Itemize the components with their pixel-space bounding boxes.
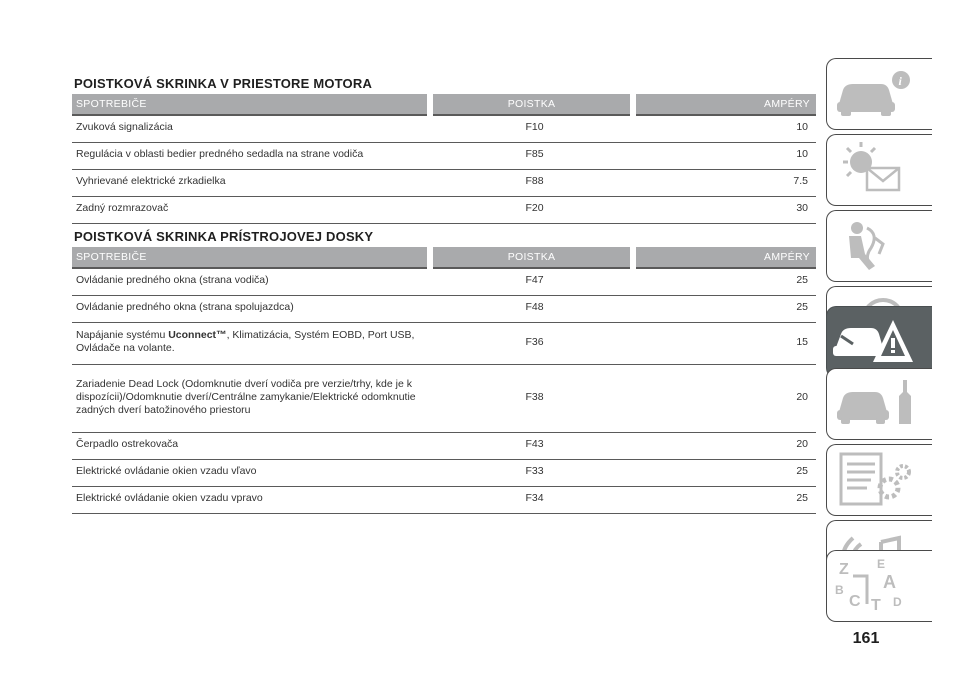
appliance-cell: [72, 322, 430, 364]
fuse-cell: F36: [430, 322, 633, 364]
tab-warning-lights[interactable]: [826, 134, 932, 206]
svg-text:A: A: [883, 572, 896, 592]
column-header-amps: AMPÉRY: [633, 94, 816, 115]
amps-cell: 7.5: [633, 169, 816, 196]
amps-cell: 25: [633, 486, 816, 513]
safety-airbag-icon: [831, 214, 927, 278]
appliance-cell: Zvuková signalizácia: [72, 115, 430, 142]
table-row: [72, 115, 816, 142]
appliance-cell: Ovládanie predného okna (strana spolujazdca): [72, 295, 430, 322]
svg-text:i: i: [898, 74, 902, 88]
fuse-table-engine-compartment: [72, 94, 816, 224]
fuse-cell: F38: [430, 364, 633, 432]
table-header-row: [72, 94, 816, 115]
table-row: [72, 322, 816, 364]
page-number: 161: [852, 630, 880, 647]
amps-cell: 30: [633, 196, 816, 223]
section-title-engine-fusebox: POISTKOVÁ SKRINKA V PRIESTORE MOTORA: [74, 76, 373, 91]
fuse-cell: F47: [430, 268, 633, 295]
appliance-text-suffix: , Klimatizácia, Systém EOBD, Port USB, Ovládače na volante.: [76, 329, 415, 354]
fuse-cell: F20: [430, 196, 633, 223]
amps-cell: 25: [633, 295, 816, 322]
svg-text:B: B: [835, 583, 844, 597]
fuse-cell: F85: [430, 142, 633, 169]
column-header-fuse: POISTKA: [430, 94, 633, 115]
svg-text:C: C: [849, 593, 861, 610]
breakdown-warning-icon: [831, 310, 927, 374]
table-row: [72, 364, 816, 432]
svg-text:Z: Z: [839, 561, 849, 578]
section-title-dashboard-fusebox: POISTKOVÁ SKRINKA PRÍSTROJOVEJ DOSKY: [74, 229, 374, 244]
table-header-row: [72, 247, 816, 268]
appliance-cell: Elektrické ovládanie okien vzadu vľavo: [72, 459, 430, 486]
appliance-cell: Zariadenie Dead Lock (Odomknutie dverí vodiča pre verzie/trhy, kde je k dispozícii)/Odomknutie dverí/Centrálne zamykanie/Elektrické odomknutie zadných dverí batožinového priestoru: [72, 364, 430, 432]
amps-cell: 15: [633, 322, 816, 364]
appliance-cell: Zadný rozmrazovač: [72, 196, 430, 223]
table-row: [72, 486, 816, 513]
amps-cell: 20: [633, 364, 816, 432]
svg-text:T: T: [871, 597, 881, 614]
tab-safety[interactable]: [826, 210, 932, 282]
fuse-cell: F88: [430, 169, 633, 196]
table-row: [72, 432, 816, 459]
amps-cell: 10: [633, 115, 816, 142]
fuse-cell: F48: [430, 295, 633, 322]
appliance-cell: Ovládanie predného okna (strana vodiča): [72, 268, 430, 295]
tab-index[interactable]: [826, 550, 932, 622]
tab-technical-data[interactable]: [826, 444, 932, 516]
fuse-table-dashboard: [72, 247, 816, 514]
car-info-icon: [831, 62, 927, 126]
column-header-appliance: SPOTREBIČE: [72, 94, 430, 115]
car-maintenance-icon: [831, 372, 927, 436]
appliance-text-prefix: Napájanie systému: [76, 329, 169, 341]
fuse-cell: F10: [430, 115, 633, 142]
appliance-cell: Elektrické ovládanie okien vzadu vpravo: [72, 486, 430, 513]
tab-car-info[interactable]: [826, 58, 932, 130]
table-row: [72, 142, 816, 169]
alphabetical-index-icon: [831, 554, 927, 618]
amps-cell: 10: [633, 142, 816, 169]
table-row: [72, 196, 816, 223]
table-row: [72, 295, 816, 322]
technical-data-icon: [831, 448, 927, 512]
table-row: [72, 169, 816, 196]
appliance-cell: Čerpadlo ostrekovača: [72, 432, 430, 459]
svg-text:D: D: [893, 595, 902, 609]
tab-servicing[interactable]: [826, 368, 932, 440]
table-row: [72, 459, 816, 486]
table-row: [72, 268, 816, 295]
fuse-cell: F34: [430, 486, 633, 513]
appliance-cell: Regulácia v oblasti bedier predného sedadla na strane vodiča: [72, 142, 430, 169]
fuse-cell: F43: [430, 432, 633, 459]
appliance-text-brand: Uconnect™: [168, 329, 227, 341]
column-header-fuse: POISTKA: [430, 247, 633, 268]
fuse-cell: F33: [430, 459, 633, 486]
amps-cell: 20: [633, 432, 816, 459]
appliance-cell: Vyhrievané elektrické zrkadielka: [72, 169, 430, 196]
amps-cell: 25: [633, 459, 816, 486]
column-header-amps: AMPÉRY: [633, 247, 816, 268]
column-header-appliance: SPOTREBIČE: [72, 247, 430, 268]
warning-lights-message-icon: [831, 138, 927, 202]
amps-cell: 25: [633, 268, 816, 295]
svg-text:E: E: [877, 557, 886, 571]
